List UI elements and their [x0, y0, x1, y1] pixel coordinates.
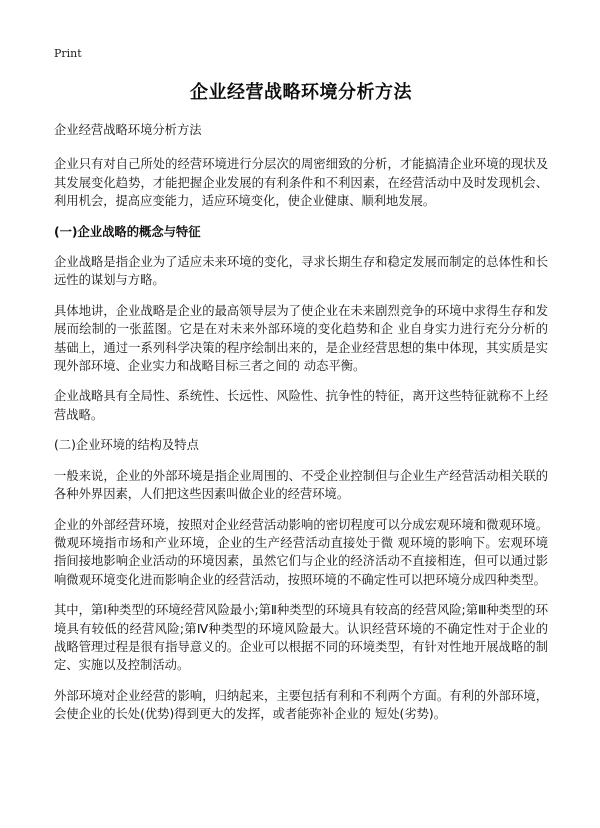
intro-paragraph: 企业只有对自己所处的经营环境进行分层次的周密细致的分析，才能搞清企业环境的现状及其发展变化趋势，才能把握企业发展的有利条件和不利因素，在经营活动中及时发现机会、利用机会，提高应变能力，适应环境变化，使企业健康、顺利地发展。 [54, 157, 548, 209]
section-2-heading: (二)企业环境的结构及特点 [54, 438, 199, 453]
section-2-paragraph-3: 其中，第Ⅰ种类型的环境经营风险最小;第Ⅱ种类型的环境具有较高的经营风险;第Ⅲ种类型的环境具有较低的经营风险;第Ⅳ种类型的环境风险最大。认识经营环境的不确定性对于企业的战略管理过程是很有指导意义的。企业可以根据不同的环境类型，有针对性地开展战略的制定、实施以及控制活动。 [54, 603, 548, 673]
section-1-paragraph-2: 具体地讲，企业战略是企业的最高领导层为了使企业在未来剧烈竞争的环境中求得生存和发展而绘制的一张蓝图。它是在对未来外部环境的变化趋势和企 业自身实力进行充分分析的基础上，通过一系列科学决策的程序绘制出来的，是企业经营思想的集中体现，其实质是实现外部环境、企业实力和战略目标三者之间的 动态平衡。 [54, 303, 548, 374]
section-2-paragraph-1: 一般来说，企业的外部环境是指企业周围的、不受企业控制但与企业生产经营活动相关联的各种外界因素，人们把这些因素叫做企业的经营环境。 [54, 468, 548, 502]
section-1-paragraph-3: 企业战略具有全局性、系统性、长远性、风险性、抗争性的特征，离开这些特征就称不上经营战略。 [54, 389, 548, 422]
print-link[interactable]: Print [54, 47, 82, 60]
document-body [54, 121, 548, 736]
section-1-paragraph-1: 企业战略是指企业为了适应未来环境的变化，寻求长期生存和稳定发展而制定的总体性和长远性的谋划与方略。 [54, 255, 548, 288]
section-2-paragraph-2: 企业的外部经营环境，按照对企业经营活动影响的密切程度可以分成宏观环境和微观环境。微观环境指市场和产业环境，企业的生产经营活动直接处于微 观环境的影响下。宏观环境指间接地影响企业活动的环境因素，虽然它们与企业的经济活动不直接相连，但可以通过影响微观环境变化进而影响企业的经营活动，按照环境的不确定性可以把环境分成四种类型。 [54, 517, 548, 587]
document-title: 企业经营战略环境分析方法 [190, 82, 412, 103]
document-subtitle: 企业经营战略环境分析方法 [54, 123, 202, 137]
section-2-paragraph-4: 外部环境对企业经营的影响，归纳起来，主要包括有利和不利两个方面。有利的外部环境，会使企业的长处(优势)得到更大的发挥，或者能弥补企业的 短处(劣势)。 [54, 688, 548, 722]
section-1-heading: (一)企业战略的概念与特征 [54, 224, 201, 239]
